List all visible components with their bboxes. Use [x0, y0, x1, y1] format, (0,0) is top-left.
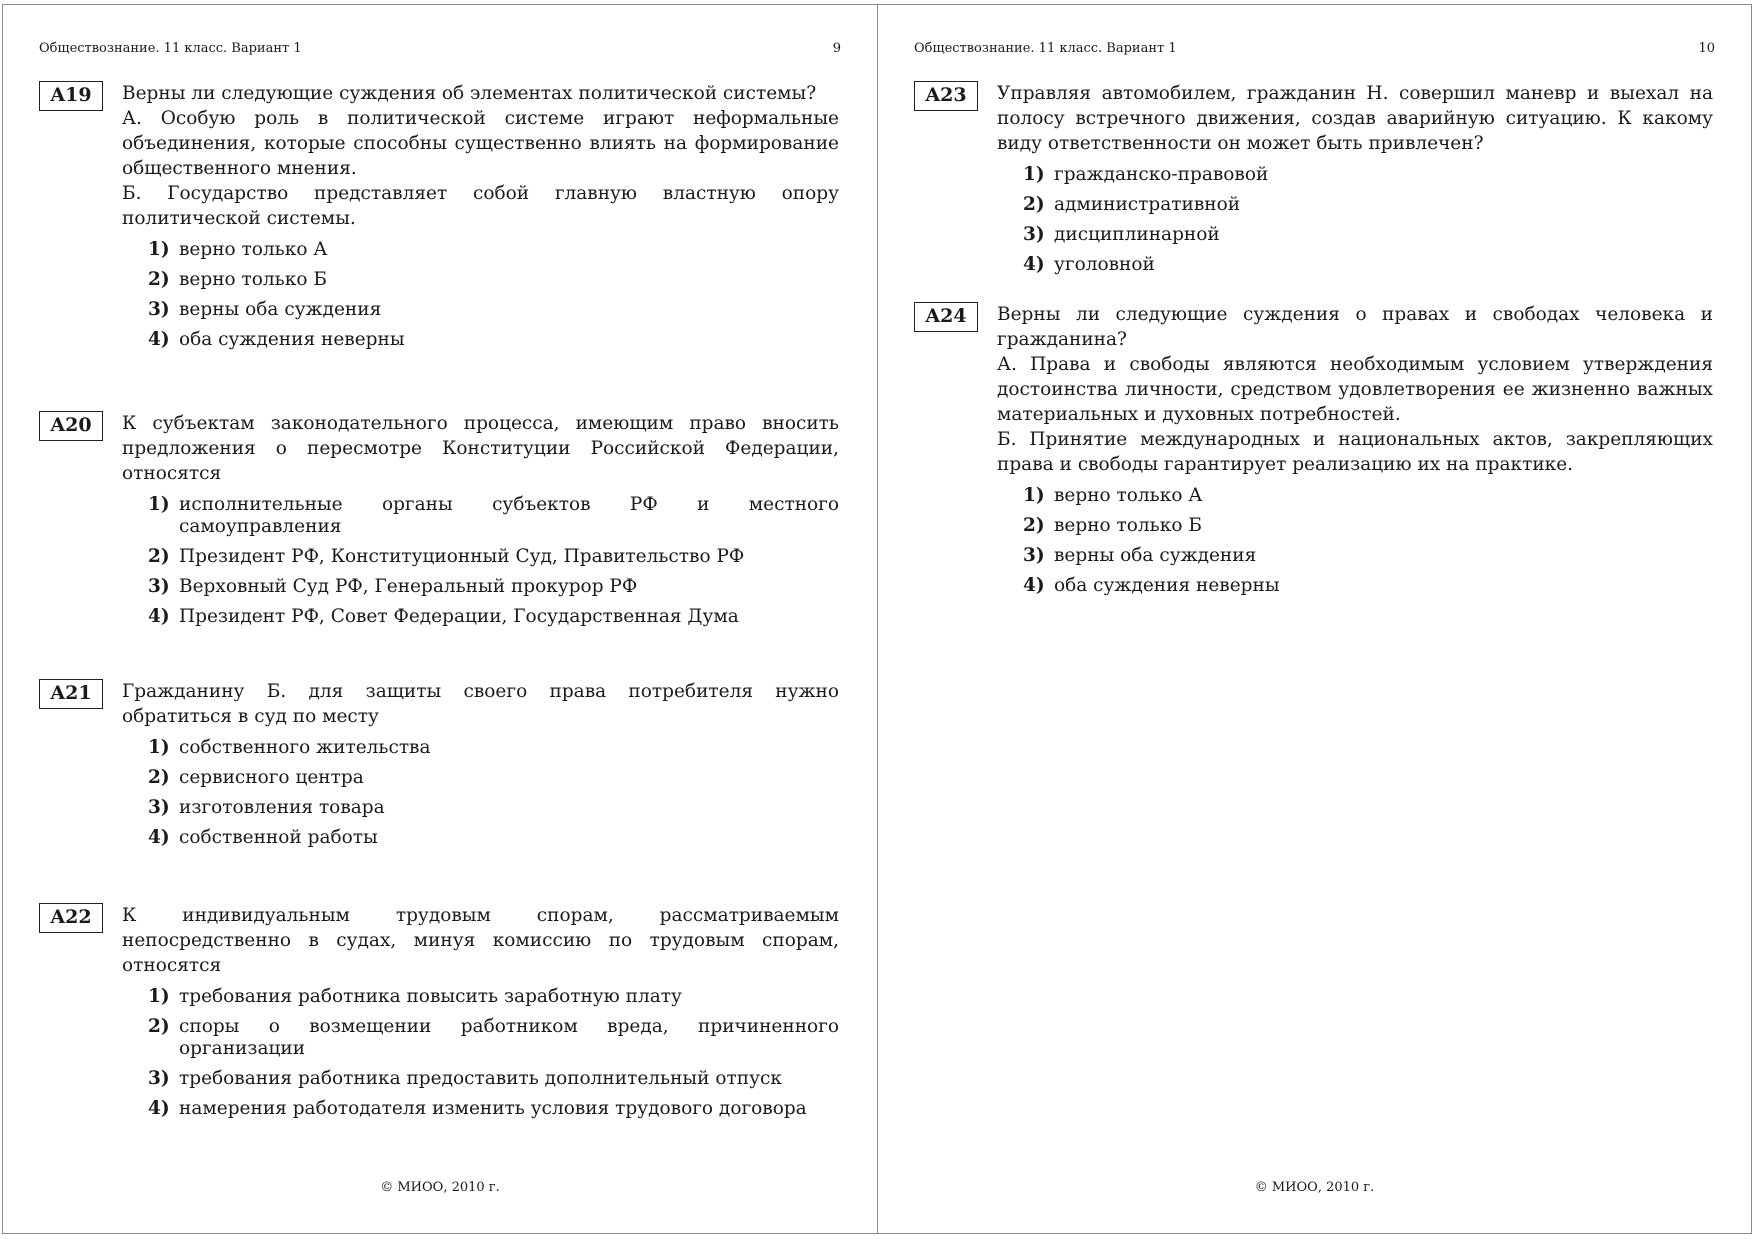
answer-options: [997, 485, 1713, 597]
task-a20: [39, 411, 839, 628]
task-a19: [39, 81, 839, 351]
answer-option: 3) Верховный Суд РФ, Генеральный прокурор РФ: [148, 576, 638, 597]
answer-options: [122, 737, 839, 849]
statement-b: Б. Государство представляет собой главную властную опору политической системы.: [122, 183, 839, 229]
task-label: A20: [39, 411, 103, 441]
answer-option: 1) верно только А: [1023, 485, 1203, 506]
task-question: К индивидуальным трудовым спорам, рассматриваемым непосредственно в судах, минуя комиссию по трудовым спорам, относятся: [122, 905, 839, 976]
answer-option: 3) верны оба суждения: [148, 299, 382, 320]
answer-option: 2) сервисного центра: [148, 767, 364, 788]
page-number: 10: [1698, 41, 1715, 56]
answer-option: 2) административной: [1023, 194, 1241, 215]
copyright-footer: © МИОО, 2010 г.: [1254, 1180, 1375, 1195]
task-question: Управляя автомобилем, гражданин Н. совершил маневр и выехал на полосу встречного движения, создав аварийную ситуацию. К какому виду ответственности он может быть привлечен?: [997, 83, 1713, 154]
answer-option: 4) Президент РФ, Совет Федерации, Государственная Дума: [148, 606, 739, 627]
task-a24: [914, 302, 1713, 597]
left-page: [2, 4, 878, 1234]
answer-option: 3) изготовления товара: [148, 797, 385, 818]
answer-option: 3) верны оба суждения: [1023, 545, 1257, 566]
task-a22: [39, 903, 839, 1120]
page-number: 9: [832, 41, 841, 56]
answer-option: 4) собственной работы: [148, 827, 378, 848]
statement-b: Б. Принятие международных и национальных актов, закрепляющих права и свободы гарантирует реализацию их на практике.: [997, 429, 1713, 475]
task-question: Верны ли следующие суждения об элементах политической системы?: [122, 83, 817, 104]
running-header: [39, 41, 841, 56]
answer-options: [122, 239, 839, 351]
statement-a: А. Особую роль в политической системе играют неформальные объединения, которые способны существенно влиять на формирование общественного мнения.: [122, 108, 839, 179]
copyright-footer: © МИОО, 2010 г.: [380, 1180, 500, 1195]
answer-options: [122, 986, 839, 1120]
answer-option: 4) оба суждения неверны: [148, 329, 405, 350]
header-title: Обществознание. 11 класс. Вариант 1: [39, 41, 302, 56]
header-title: Обществознание. 11 класс. Вариант 1: [914, 41, 1177, 56]
answer-option: 2) верно только Б: [148, 269, 327, 290]
answer-option: 3) дисциплинарной: [1023, 224, 1220, 245]
task-question: Верны ли следующие суждения о правах и свободах человека и гражданина?: [997, 304, 1713, 350]
answer-option: 1) гражданско-правовой: [1023, 164, 1269, 185]
answer-option: 1) исполнительные органы субъектов РФ и местного самоуправления: [148, 494, 839, 537]
task-a23: [914, 81, 1713, 276]
running-header: [914, 41, 1715, 56]
answer-option: 2) споры о возмещении работником вреда, причиненного организации: [148, 1016, 839, 1059]
answer-option: 1) собственного жительства: [148, 737, 431, 758]
right-page: [877, 4, 1752, 1234]
task-label: A23: [914, 81, 978, 111]
answer-option: 3) требования работника предоставить дополнительный отпуск: [148, 1068, 782, 1089]
answer-option: 1) верно только А: [148, 239, 328, 260]
task-label: A21: [39, 679, 103, 709]
answer-option: 2) Президент РФ, Конституционный Суд, Правительство РФ: [148, 546, 745, 567]
statement-a: А. Права и свободы являются необходимым условием утверждения достоинства личности, средством удовлетворения ее жизненно важных материальных и духовных потребностей.: [997, 354, 1713, 425]
task-a21: [39, 679, 839, 849]
answer-option: 4) уголовной: [1023, 254, 1155, 275]
task-label: A24: [914, 302, 978, 332]
answer-option: 4) намерения работодателя изменить условия трудового договора: [148, 1098, 807, 1119]
answer-options: [997, 164, 1713, 276]
answer-option: 4) оба суждения неверны: [1023, 575, 1280, 596]
answer-option: 2) верно только Б: [1023, 515, 1202, 536]
answer-option: 1) требования работника повысить заработную плату: [148, 986, 682, 1007]
answer-options: [122, 494, 839, 628]
task-question: Гражданину Б. для защиты своего права потребителя нужно обратиться в суд по месту: [122, 681, 839, 727]
task-label: A19: [39, 81, 103, 111]
task-label: A22: [39, 903, 103, 933]
task-question: К субъектам законодательного процесса, имеющим право вносить предложения о пересмотре Конституции Российской Федерации, относятся: [122, 413, 839, 484]
